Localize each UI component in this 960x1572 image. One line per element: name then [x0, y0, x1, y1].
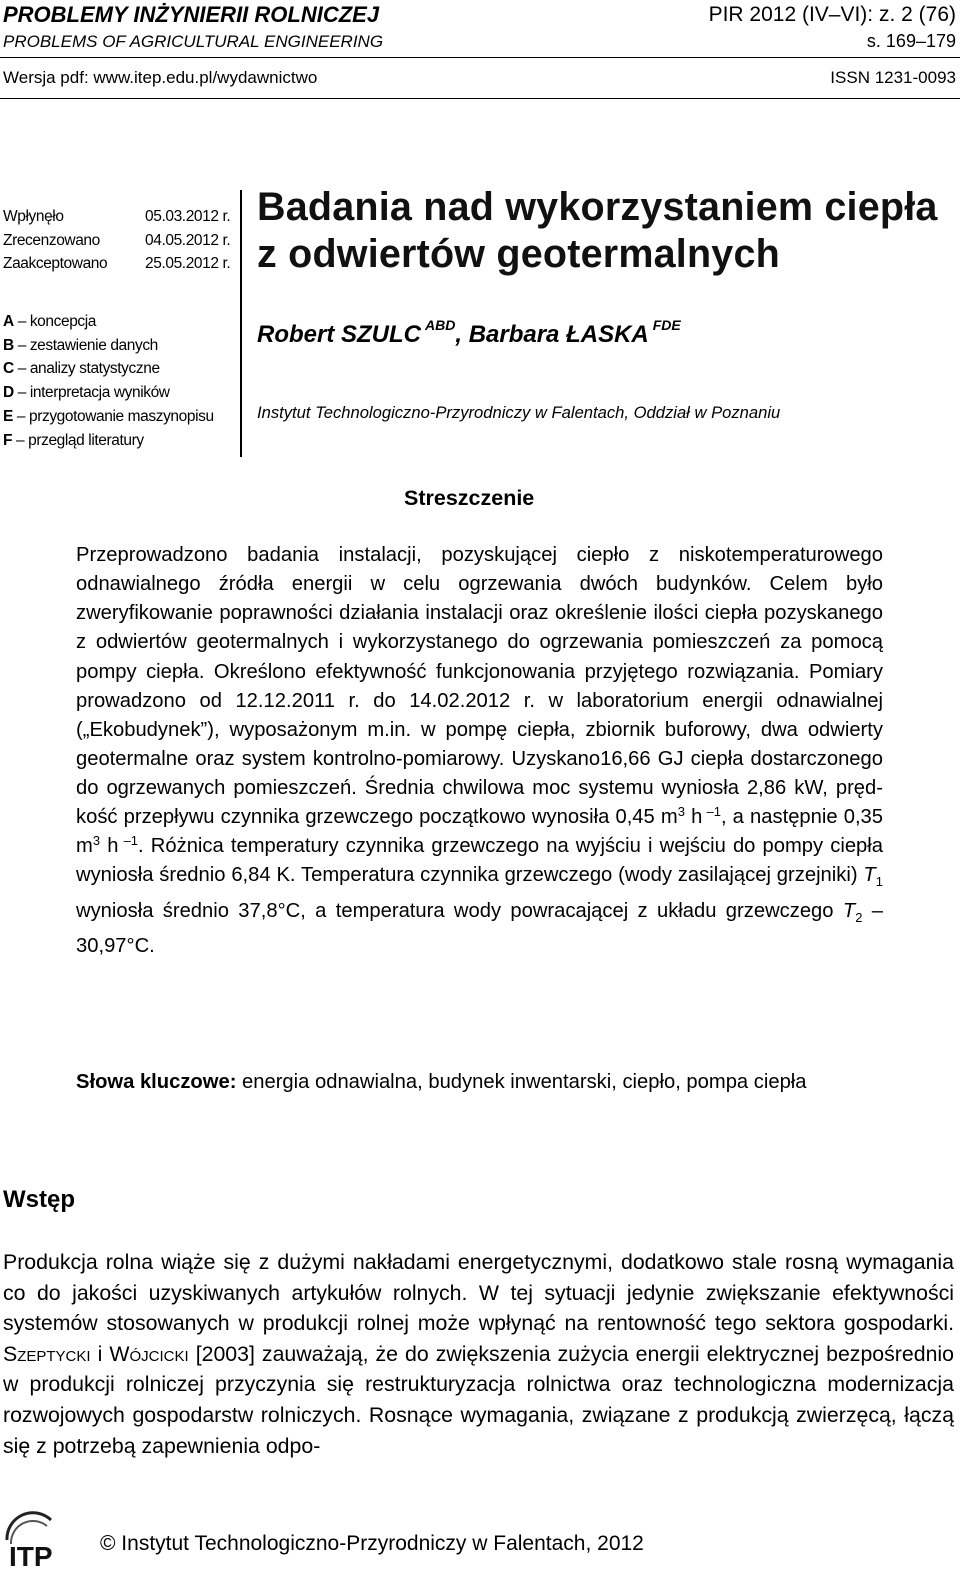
page-range: s. 169–179	[866, 31, 956, 51]
author-roles: FDE	[652, 317, 681, 333]
authors: Robert SZULC $^{ABD}$, Barbara ŁASKA $^{FDE}$	[257, 317, 681, 348]
keywords	[76, 1068, 883, 1097]
author-name: Barbara ŁASKA	[468, 321, 649, 348]
contribution-item: C – analizy statystyczne	[3, 360, 160, 378]
introduction-text	[3, 1247, 954, 1461]
contribution-item: B – zestawienie danych	[3, 336, 158, 354]
date-row	[3, 205, 230, 229]
contribution-item: F – przegląd literatury	[3, 431, 144, 449]
contribution-item: A – koncepcja	[3, 313, 97, 330]
contribution-item: E – przygotowanie maszynopisu	[3, 407, 214, 425]
logo-text: ITP	[9, 1541, 53, 1570]
issue-number: PIR 2012 (IV–VI): z. 2 (76)	[708, 3, 956, 26]
metadata-divider	[240, 190, 242, 457]
date-value: 05.03.2012 r.	[145, 208, 231, 225]
date-label: Zrecenzowano	[3, 231, 100, 249]
affiliation: Instytut Technologiczno-Przyrodniczy w Falentach, Oddział w Poznaniu	[257, 403, 781, 422]
cited-author: Szeptycki	[3, 1341, 91, 1366]
itp-logo	[5, 1510, 87, 1570]
date-row	[3, 252, 230, 276]
pdf-version-link[interactable]: Wersja pdf: www.itep.edu.pl/wydawnictwo	[3, 68, 318, 87]
header-divider-bottom	[0, 98, 960, 99]
title-line: Badania nad wykorzystaniem ciepła	[257, 185, 938, 229]
author-roles: ABD	[425, 317, 456, 333]
section-heading: Wstęp	[3, 1186, 75, 1213]
body-paragraph: Produkcja rolna wiąże się z dużymi nakładami energetycznymi, dodatkowo stale rosną wymagania co do jakości uzyskiwanych artykułów rolnych. W tej sytuacji jedynie zwiększanie efektywności systemów stosowanych w produkcji rolnej może wpłynąć na rentowność tego sektora gospodarki. Szeptycki i Wójcicki [2003] zauważają, że do zwiększenia zużycia energii elektrycznej bezpośrednio w produkcji rolniczej przyczynia się restrukturyzacja rolnictwa oraz technologiczna modernizacja rozwojowych gospodarstw rolniczych. Rosnące wymagania, związane z produkcją zwierzęcą, łączą się z potrzebą zapewnienia odpo-	[3, 1250, 954, 1458]
article-title	[257, 184, 938, 278]
date-row	[3, 229, 230, 253]
title-line: z odwiertów geotermalnych	[257, 232, 780, 276]
submission-dates	[3, 205, 230, 276]
date-label: Zaakceptowano	[3, 255, 108, 272]
journal-title: PROBLEMY INŻYNIERII ROLNICZEJ	[3, 2, 380, 27]
issn: ISSN 1231-0093	[830, 68, 956, 87]
abstract-heading: Streszczenie	[404, 486, 535, 510]
date-value: 04.05.2012 r.	[145, 231, 231, 249]
author-name: Robert SZULC	[257, 321, 421, 348]
copyright: © Instytut Technologiczno-Przyrodniczy w Falentach, 2012	[100, 1532, 644, 1555]
date-label: Wpłynęło	[3, 208, 64, 225]
journal-title-english: PROBLEMS OF AGRICULTURAL ENGINEERING	[3, 32, 384, 51]
keywords-label: Słowa kluczowe:	[76, 1071, 237, 1093]
abstract-body	[76, 541, 883, 961]
keywords-list: energia odnawialna, budynek inwentarski, ciepło, pompa ciepła	[236, 1071, 807, 1093]
date-value: 25.05.2012 r.	[145, 255, 231, 272]
abstract-paragraph: Przeprowadzono badania instalacji, pozyskującej ciepło z niskotemperaturowego odnawialnego źródła energii w celu ogrzewania dwóch budynków. Celem było zweryfikowanie poprawności działania instalacji oraz określenie ilości ciepła pozyskanego z odwiertów geotermalnych i wykorzystanego do ogrzewania pomieszczeń za pomocą pompy ciepła. Określono efektywność funkcjonowania przyjętego rozwiązania. Pomiary prowadzono od 12.12.2011 r. do 14.02.2012 r. w laboratorium energii odnawialnej („Ekobudynek”), wyposażonym m.in. w pompę ciepła, zbiornik buforowy, dwa odwierty geotermalne oraz system kontrolno-pomiarowy. Uzyskano16,66 GJ ciepła dostarczonego do ogrzewanych pomieszczeń. Średnia chwilowa moc systemu wyniosła 2,86 kW, prędkość przepływu czynnika grzewczego początkowo wynosiła 0,45 $m^3$ h $^{-1}$, a następnie 0,35 $m^3$ h $^{-1}$. Różnica temperatury czynnika grzewczego na wyjściu i wejściu do pompy ciepła wyniosła średnio 6,84 K. Temperatura czynnika grzewczego (wody zasilającej grzejniki) $T_1$ wyniosła średnio 37,8°C, a temperatura wody powracającej z układu grzewczego $T_2 - 30,97^\circ C$.	[76, 544, 884, 957]
author-contributions	[3, 310, 214, 452]
contribution-item: D – interpretacja wyników	[3, 384, 170, 402]
cited-author: Wójcicki	[109, 1341, 189, 1366]
header-divider	[0, 57, 960, 58]
